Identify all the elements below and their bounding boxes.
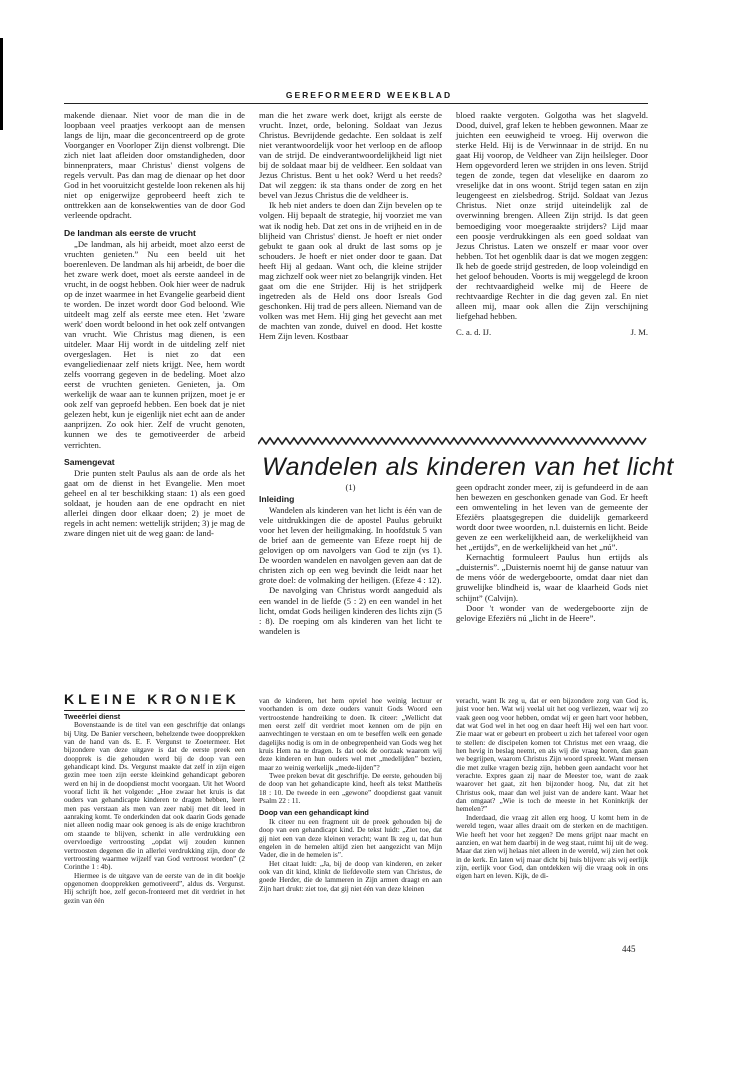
article-title: Wandelen als kinderen van het licht xyxy=(262,453,674,481)
paragraph: Kernachtig formuleert Paulus hun ertijds als „duisternis”. „Duisternis noemt hij de ganse natuur van de mens vóór de wedergeboorte, omdat daar niet dan gruwelijke blindheid is, waar de klaarheid Gods niet schijnt” (Calvijn). xyxy=(456,552,648,603)
paragraph: Ik citeer nu een fragment uit de preek gehouden bij de doop van een gehandicapt kind. De tekst luidt: „Ziet toe, dat gij niet een van deze kleinen veracht; want Ik zeg u, dat hun engelen in de hemelen altijd zien het aangezicht van Mijn Vader, die in de hemelen is”. xyxy=(259,816,442,860)
paragraph: Door 't wonder van de wedergeboorte zijn de gelovige Efeziërs nú „licht in de Heere”. xyxy=(456,602,648,623)
paragraph: Hiermee is de uitgave van de eerste van de in dit boekje opgenomen doopprekken gemotiveerd”, aldus ds. Vergunst. Hij schrijft hoe, zelf gecon-fronteerd met dit verdriet in het gezin van één xyxy=(64,870,245,905)
header-rule xyxy=(64,103,648,104)
kroniek-column-2 xyxy=(259,697,442,893)
paragraph: geen opdracht zonder meer, zij is gefundeerd in de aan hen bewezen en geschonken genade van God. Er heeft een omwenteling in het leven van de gemeente der Efeziërs plaatsgegrepen die duidelijk gemarkeerd wordt door twee woorden, n.l. duisternis en licht. Beide geven ze een werkelijkheid aan, de werkelijkheid van het „ertijds”, en de werkelijkheid van het „nú”. xyxy=(456,482,648,553)
column-1 xyxy=(64,110,245,538)
kroniek-column-3 xyxy=(456,697,648,881)
article-column-right xyxy=(456,482,648,623)
article-column-left xyxy=(259,482,442,636)
paragraph: Het citaat luidt: „Ja, bij de doop van kinderen, en zeker ook van dit kind, klinkt de liefdevolle stem van Christus, de goede Herder, die de lammeren in Zijn armen draagt en aan Zijn hart drukt: ziet toe, dat gij niet één van deze kleinen xyxy=(259,858,442,893)
column-3 xyxy=(456,110,648,337)
paragraph: „De landman, als hij arbeidt, moet alzo eerst de vruchten genieten.” Nu een beeld uit het boerenleven. De landman als hij arbeidt, de boer die het zware werk doet, moet als eerste aandeel in de vrucht, in de oogst hebben. Ook hier weer de nadruk op de inzet waarmee in het Evangelie gearbeid dient te worden. De inzet wordt door God beloond. Wie uitdeelt mag zelf als eerste mee eten. Het 'zware werk' doen wordt beloond in het ook zelf ontvangen van vrucht. Wie Christus mag dienen, is een uitdeler. Maar Hij wordt in de uitdeling zelf niet overgeslagen. Het is niet zo dat een evangeliedienaar zelf niets krijgt. Nee, hem wordt zelfs voorrang gegeven in de bedeling. Moet alzo eerst de vruchten genieten. Genieten, ja. Om werkelijk de waar aan te kunnen prijzen, moet je er ook zelf van geproefd hebben. Een boek dat je niet gelezen hebt, kun je eigenlijk niet echt aan de ander aanprijzen. Zo ook hier. Zelf de vrucht genoten, kunnen we des te gemotiveerder de arbeid verrichten. xyxy=(64,238,245,450)
section-heading: Samengevat xyxy=(64,456,115,467)
column-1-lead: makende dienaar. Niet voor de man die in de loopbaan veel praatjes verkoopt aan de mensen langs de lijn, maar die geconcentreerd op de grote Voorganger en Voorloper Zijn dienst volbrengt. Die zich niet laat afleiden door omstandigheden, door binnenpraters, maar Christus' dienst volgens de regels vervult. Pas dan mag de dienaar op het door God in het vooruitzicht gestelde loon rekenen als hij niet op enigerwijze geprobeerd heeft zich te onttrekken aan de konsekwenties van de door God verleende opdracht. xyxy=(64,110,245,221)
paragraph: De navolging van Christus wordt aangeduid als een wandel in de liefde (5 : 2) en een wandel in het licht, omdat Gods heiligen kinderen des lichts zijn (5 : 8). De roeping om als kinderen van het licht te wandelen is xyxy=(259,585,442,636)
paragraph: veracht, want Ik zeg u, dat er een bijzondere zorg van God is, juist voor hen. Wat wij veelal uit het oog verliezen, waar wij zo vaak geen oog voor hebben, omdat wij er geen hart voor hebben, dat wat God wel in het oog en daar heeft Hij wel een hart voor. Zie maar wat er gebeurt en probeert u zich het tafereel voor ogen te stellen: de discipelen komen tot Christus met een vraag, die hen hevig in beslag neemt, en als wij die vraag horen, dan gaan we begrijpen, waarom Christus Zijn woord spreekt. Want mensen die met zulke vragen bezig zijn, hebben geen aandacht voor het verachte. Expres gaan zij naar de Meester toe, want de zaak waarover het gaat, zit hen bijzonder hoog. Nu, dat zit het Christus ook, maar dan wel juist van de andere kant. Waar het dan omgaat? „Wie is toch de meeste in het Koninkrijk der hemelen?” xyxy=(456,696,648,814)
paragraph: Inderdaad, die vraag zit allen erg hoog. U komt hem in de wereld tegen, waar alles draait om de sterken en de machtigen. Wie heeft het voor het zeggen? De mens grijpt naar macht en aanzien, en wat hem daarbij in de weg staat, ruimt hij uit de weg. Maar dat zien wij helaas niet alleen in de wereld, wij zien het ook in de kerk. En laten wij maar dicht bij huis blijven: als wij eerlijk zijn, eerlijk voor God, dan ontdekken wij die vraag ook in ons eigen hart en leven. Kijk, de di- xyxy=(456,812,648,881)
section-heading: Tweeërlei dienst xyxy=(64,712,121,721)
kroniek-rule xyxy=(64,710,245,711)
paragraph: Drie punten stelt Paulus als aan de orde als het gaat om de dienst in het Evangelie. Men moet geheel en al ter beschikking staan: 1) als een goed soldaat, je houden aan de ene opdracht en niet allerlei dingen door elkaar doen; 2) je moet de regels in acht nemen: wettelijk strijden; 3) je mag de zware dingen niet uit de weg gaan: de land- xyxy=(64,467,245,538)
paragraph: Bovenstaande is de titel van een geschriftje dat onlangs bij Uitg. De Banier verscheen, behelzende twee doopprekken van de hand van ds. E. F. Vergunst te Zoetermeer. Het bijzondere van deze uitgave is dat de eerste preek een doopprek is die gehouden werd bij de doop van een gehandicapt kind. Ds. Vergunst maakte dat zelf in zijn eigen gezin mee toen zijn eerste kleinkind gehandicapt geboren werd en hij in de doopdienst mocht voorgaan. Uit het Woord vooraf licht ik het volgende: „Hoe zwaar het kruis is dat ouders van gehandicapte kinderen te dragen hebben, leert men pas verstaan als men van zeer nabij met dit leed in aanraking komt. Te onderkinden dat ook daarin Gods genade niet alleen nodig maar ook genoeg is als de enige krachtbron om staande te blijven, schenkt in alle verdrukking een overvloedige vertroosting „opdat wij zouden kunnen vertroosten degenen die in allerlei verdrukking zijn, door de vertroosting waarmee wijzelf van God vertroost worden” (2 Corinthe 1 : 4b). xyxy=(64,720,245,872)
paragraph: Ik heb niet anders te doen dan Zijn bevelen op te volgen. Hij bepaalt de strategie, hij voorziet me van wat ik nodig heb. Dat zet ons in de vrijheid en in de blijheid van Christus' dienst. Je hoeft er niet onder gebukt te gaan ook al drukt de last soms op je schouders. Je hoeft er niet onder door te gaan. Dat heeft Hij al gedaan. Want och, die kleine strijder mag zichzelf ook weer niet zo belangrijk vinden. Het gaat om die ene Strijder. Hij is het strijdperk ingetreden als de Held ons door Isreals God geschonken. Hij trad de pers alleen. Niemand van de volken was met Hem. Hij ging het gevecht aan met de machten van zonde, duivel en dood. Het kostte Hem Zijn leven. Kostbaar xyxy=(259,200,442,342)
zigzag-separator xyxy=(258,437,648,445)
section-heading: Doop van een gehandicapt kind xyxy=(259,808,369,818)
signature-line xyxy=(456,327,648,337)
signature-right: J. M. xyxy=(630,326,648,337)
paragraph: Twee preken bevat dit geschriftje. De eerste, gehouden bij de doop van het gehandicapte kind, heeft als tekst Mattheüs 18 : 10. De tweede in een „gewone” doopdienst gaat vanuit Psalm 22 : 11. xyxy=(259,771,442,806)
page-edge-bar xyxy=(0,38,3,130)
paragraph: man die het zware werk doet, krijgt als eerste de vrucht. Inzet, orde, beloning. Soldaat van Jezus Christus. Bevrijdende gedachte. Een soldaat is zelf niet verantwoordelijk voor het verloop en de afloop van de strijd. De eindverantwoordelijkheid ligt niet bij de soldaat maar bij de veldheer. Een soldaat van Jezus Christus. Bent u het ook? Werd u het reeds? Dat wil zeggen: ik sta thans onder de zorg en het bevel van Jezus Christus die de veldheer is. xyxy=(259,110,442,201)
article-number: (1) xyxy=(345,482,356,492)
running-header: GEREFORMEERD WEEKBLAD xyxy=(285,90,453,100)
section-heading: De landman als eerste de vrucht xyxy=(64,227,196,238)
column-2 xyxy=(259,110,442,341)
paragraph: bloed raakte vergoten. Golgotha was het slagveld. Dood, duivel, graf leken te hebben gewonnen. Maar ze juichten een eeuwigheid te vroeg. Hij overwon die sterke Held. Hij is de Verwinnaar in de strijd. En nu gaat Hij voorop, de Veldheer van Zijn heilsleger. Door Hem opgevorderd leren we strijden in ons leven. Strijd tegen de zonde, tegen dat vleselijke en daarom zo vreselijke dat in ons woont. Strijd tegen satan en zijn leugengeest en zielsbedrog. Strijd. Soldaat van Jezus Christus. Niet onze strijd uiteindelijk zal de overwinning brengen. Alleen Zijn strijd. Is dat geen bemoediging voor moegeraakte strijders? Lijd maar een poosje verdrukkingen als een goed soldaat van Jezus Christus. Laten we onszelf er maar voor over hebben. Tot het ogenblik daar is dat we mogen zeggen: Ik heb de goede strijd gestreden, de loop voleindigd en het geloof behouden. Voorts is mij weggelegd de kroon der rechtvaardigheid welke mij de Heere de rechtvaardige Rechter in die dag geven zal. En niet alleen mij, maar ook allen die Zijn verschijning liefgehad hebben. xyxy=(456,110,648,321)
signature-left: C. a. d. IJ. xyxy=(456,326,492,337)
section-heading: Inleiding xyxy=(259,494,295,505)
kroniek-title: KLEINE KRONIEK xyxy=(64,691,240,707)
paragraph: van de kinderen, het hem opviel hoe weinig lectuur er voorhanden is om deze ouders vanuit Gods Woord een vertroostende handreiking te doen. Ik citeer: „Wellicht dat men eerst zelf dit verdriet moet kennen om de pijn en aanvechtingen te verstaan en om te beseffen welk een genade dagelijks nodig is om in de onbegrepenheid van Gods weg het kruis Hem na te dragen. Is dat ook de oorzaak waarom wij deze kinderen en hun ouders wel met „medelijden” bezien, maar zo weinig werkelijk „mede-lijden”? xyxy=(259,696,442,772)
page-number: 445 xyxy=(622,944,636,954)
paragraph: Wandelen als kinderen van het licht is één van de vele uitdrukkingen die de apostel Paulus gebruikt voor het leven der heiligmaking. In hoofdstuk 5 van de brief aan de gemeente van Efeze roept hij de gelovigen op om navolgers van God te zijn (vs 1). De woorden wandelen en navolgen geven aan dat de christen zich op een weg bevindt die leidt naar het grote doel: de volmaking der heiligen. (Efeze 4 : 12). xyxy=(259,505,442,586)
kroniek-column-1 xyxy=(64,713,245,905)
